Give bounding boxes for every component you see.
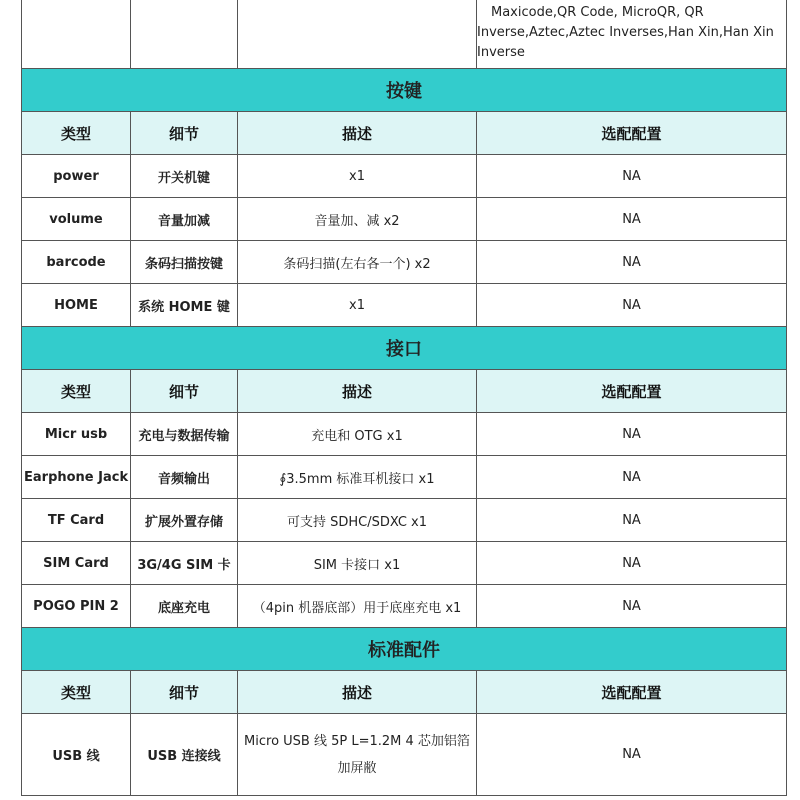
detail-cell: 系统 HOME 键: [131, 284, 238, 327]
table-row: [22, 499, 787, 542]
section-accessories: [22, 628, 787, 671]
option-cell: NA: [477, 499, 787, 542]
desc-cell: SIM 卡接口 x1: [238, 542, 477, 585]
type-cell: TF Card: [22, 499, 131, 542]
supported-codes-line: Inverse: [477, 45, 525, 60]
desc-cell: ∮3.5mm 标准耳机接口 x1: [238, 456, 477, 499]
detail-cell: 充电与数据传输: [131, 413, 238, 456]
option-cell: NA: [477, 284, 787, 327]
desc-cell: x1: [238, 155, 477, 198]
column-header-option: 选配配置: [477, 370, 787, 413]
desc-cell: 可支持 SDHC/SDXC x1: [238, 499, 477, 542]
table-row: [22, 456, 787, 499]
column-header-row: [22, 671, 787, 714]
desc-cell: （4pin 机器底部）用于底座充电 x1: [238, 585, 477, 628]
detail-cell: 开关机键: [131, 155, 238, 198]
column-header-desc: 描述: [238, 671, 477, 714]
desc-cell: x1: [238, 284, 477, 327]
type-cell: POGO PIN 2: [22, 585, 131, 628]
column-header-type: 类型: [22, 370, 131, 413]
section-ports: [22, 327, 787, 370]
type-cell: HOME: [22, 284, 131, 327]
section-keys: [22, 69, 787, 112]
option-cell: NA: [477, 456, 787, 499]
table-row: [22, 542, 787, 585]
detail-cell: 扩展外置存储: [131, 499, 238, 542]
supported-codes-line: Maxicode,QR Code, MicroQR, QR: [491, 5, 704, 20]
option-cell: NA: [477, 155, 787, 198]
spec-table: [21, 0, 787, 796]
option-cell: NA: [477, 714, 787, 796]
section-title: 标准配件: [22, 628, 787, 671]
option-cell: NA: [477, 585, 787, 628]
column-header-desc: 描述: [238, 112, 477, 155]
table-row: [22, 585, 787, 628]
table-row: [22, 413, 787, 456]
table-row: [22, 198, 787, 241]
detail-cell: 底座充电: [131, 585, 238, 628]
option-cell: NA: [477, 542, 787, 585]
detail-cell: 音量加减: [131, 198, 238, 241]
column-header-option: 选配配置: [477, 671, 787, 714]
type-cell: Earphone Jack: [22, 456, 131, 499]
desc-cell: Micro USB 线 5P L=1.2M 4 芯加铝箔加屏敝: [238, 714, 477, 796]
column-header-option: 选配配置: [477, 112, 787, 155]
desc-cell: 充电和 OTG x1: [238, 413, 477, 456]
column-header-detail: 细节: [131, 370, 238, 413]
supported-codes-cell: [477, 0, 787, 69]
type-cell: power: [22, 155, 131, 198]
detail-cell: USB 连接线: [131, 714, 238, 796]
column-header-type: 类型: [22, 112, 131, 155]
barcode-support-row: [22, 0, 787, 69]
type-cell: volume: [22, 198, 131, 241]
column-header-desc: 描述: [238, 370, 477, 413]
desc-cell: 条码扫描(左右各一个) x2: [238, 241, 477, 284]
empty-cell: [238, 0, 477, 69]
section-title: 接口: [22, 327, 787, 370]
column-header-type: 类型: [22, 671, 131, 714]
column-header-row: [22, 112, 787, 155]
empty-cell: [131, 0, 238, 69]
option-cell: NA: [477, 241, 787, 284]
empty-cell: [22, 0, 131, 69]
table-row: [22, 714, 787, 796]
type-cell: USB 线: [22, 714, 131, 796]
column-header-detail: 细节: [131, 671, 238, 714]
supported-codes-line: Inverse,Aztec,Aztec Inverses,Han Xin,Han Xin: [477, 25, 774, 40]
table-row: [22, 241, 787, 284]
type-cell: SIM Card: [22, 542, 131, 585]
detail-cell: 条码扫描按键: [131, 241, 238, 284]
type-cell: Micr usb: [22, 413, 131, 456]
table-row: [22, 284, 787, 327]
type-cell: barcode: [22, 241, 131, 284]
desc-cell: 音量加、减 x2: [238, 198, 477, 241]
detail-cell: 3G/4G SIM 卡: [131, 542, 238, 585]
table-row: [22, 155, 787, 198]
option-cell: NA: [477, 413, 787, 456]
column-header-detail: 细节: [131, 112, 238, 155]
column-header-row: [22, 370, 787, 413]
detail-cell: 音频输出: [131, 456, 238, 499]
option-cell: NA: [477, 198, 787, 241]
section-title: 按键: [22, 69, 787, 112]
